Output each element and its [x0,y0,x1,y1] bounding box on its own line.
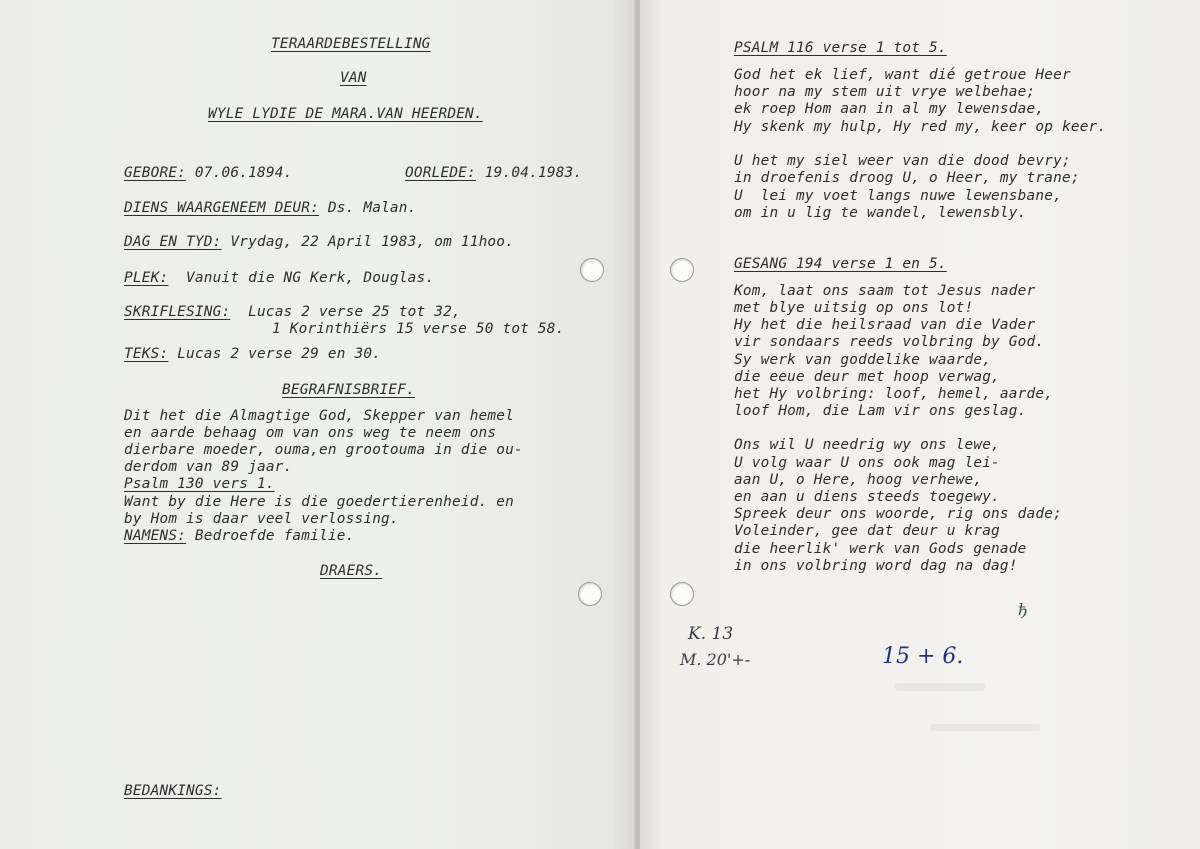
psalm-verse-line: in droefenis droog U, o Heer, my trane; [734,170,1080,186]
dag-value: Vrydag, 22 April 1983, om 11hoo. [221,234,515,250]
psalm-verse-line: ek roep Hom aan in al my lewensdae, [734,101,1045,117]
gesang-verse-line: in ons volbring word dag na dag! [734,558,1018,574]
punch-hole-right-top [670,258,694,282]
gesang-verse-line: aan U, o Here, hoog verhewe, [734,472,983,488]
gesang-verse-line: Voleinder, gee dat deur u krag [734,523,1000,539]
date-time-line [124,234,514,251]
place-line [124,270,434,287]
brief-line-4: derdom van 89 jaar. [124,459,293,475]
gesang-verse-line: die heerlik' werk van Gods genade [734,541,1027,557]
gesang-verse-line: het Hy volbring: loof, hemel, aarde, [734,386,1054,402]
teks-value: Lucas 2 verse 29 en 30. [168,346,382,362]
handwritten-score: 15 + 6. [882,644,964,669]
namens-label: NAMENS: [124,528,187,544]
gesang-verse-line: Ons wil U needrig wy ons lewe, [734,437,1000,453]
namens-line [124,528,354,545]
dag-label: DAG EN TYD: [124,234,222,250]
gesang-verse-line: Hy het die heilsraad van die Vader [734,317,1036,333]
namens-value: Bedroefde familie. [186,528,355,544]
psalm-verse-line: om in u lig te wandel, lewensbly. [734,205,1027,221]
faint-show-through [930,724,1040,731]
brief-heading: BEGRAFNISBRIEF. [282,382,415,398]
draers-heading: DRAERS. [320,563,383,579]
psalm-verse-line: U het my siel weer van die dood bevry; [734,153,1071,169]
skrif-value-2: 1 Korinthiërs 15 verse 50 tot 58. [272,321,565,337]
punch-hole-left-bottom [578,582,602,606]
gesang-verse-line: die eeue deur met hoop verwag, [734,369,1000,385]
gesang-verse-line: Sy werk van goddelike waarde, [734,352,992,368]
document-title: TERAARDEBESTELLING [271,36,431,52]
punch-hole-left-top [580,258,604,282]
van-line: VAN [340,70,367,86]
skrif-label: SKRIFLESING: [124,304,231,320]
psalm-heading: PSALM 116 verse 1 tot 5. [734,40,947,56]
psalm-verse-line: Hy skenk my hulp, Hy red my, keer op keer. [734,119,1107,135]
gesang-verse-line: en aan u diens steeds toegewy. [734,489,1000,505]
punch-hole-right-bottom [670,582,694,606]
psalm-reference: Psalm 130 vers 1. [124,476,275,492]
gesang-heading: GESANG 194 verse 1 en 5. [734,256,947,272]
oorlede-value: 19.04.1983. [475,165,583,181]
brief-line-2: en aarde behaag om van ons weg te neem ons [124,425,497,441]
handwritten-k13: K. 13 [688,624,734,644]
plek-label: PLEK: [124,270,169,286]
deceased-name: WYLE LYDIE DE MARA.VAN HEERDEN. [208,106,483,122]
gesang-verse-line: U volg waar U ons ook mag lei- [734,455,1000,471]
faint-show-through [895,683,985,691]
right-page [640,0,1200,849]
psalm-verse-line: God het ek lief, want dié getroue Heer [734,67,1071,83]
birth-line [124,165,292,182]
gebore-value: 07.06.1894. [186,165,293,181]
teks-label: TEKS: [124,346,169,362]
brief-line-3: dierbare moeder, ouma,en grootouma in die ou- [124,442,523,458]
bedankings-heading: BEDANKINGS: [124,783,222,799]
psalm-verse-line: U lei my voet langs nuwe lewensbane, [734,188,1062,204]
brief-line-1: Dit het die Almagtige God, Skepper van hemel [124,408,515,424]
psalm-verse-line: hoor na my stem uit vrye welbehae; [734,84,1036,100]
gesang-verse-line: Kom, laat ons saam tot Jesus nader [734,283,1036,299]
diens-label: DIENS WAARGENEEM DEUR: [124,200,320,216]
psalm-line-1: Want by die Here is die goedertierenheid. en [124,494,515,510]
text-line [124,346,381,363]
oorlede-label: OORLEDE: [405,165,476,181]
death-line [405,165,582,182]
handwritten-m-note: M. 20'+- [680,650,751,669]
gesang-verse-line: vir sondaars reeds volbring by God. [734,334,1045,350]
gesang-verse-line: loof Hom, die Lam vir ons geslag. [734,403,1027,419]
officiant-line [124,200,417,217]
gesang-verse-line: met blye uitsig op ons lot! [734,300,974,316]
gebore-label: GEBORE: [124,165,187,181]
handwritten-mark: ђ [1018,600,1028,619]
gesang-verse-line: Spreek deur ons woorde, rig ons dade; [734,506,1062,522]
plek-value: Vanuit die NG Kerk, Douglas. [168,270,435,286]
skrif-value-1: Lucas 2 verse 25 tot 32, [230,304,461,320]
reading-line [124,304,461,321]
diens-value: Ds. Malan. [319,200,417,216]
psalm-line-2: by Hom is daar veel verlossing. [124,511,399,527]
